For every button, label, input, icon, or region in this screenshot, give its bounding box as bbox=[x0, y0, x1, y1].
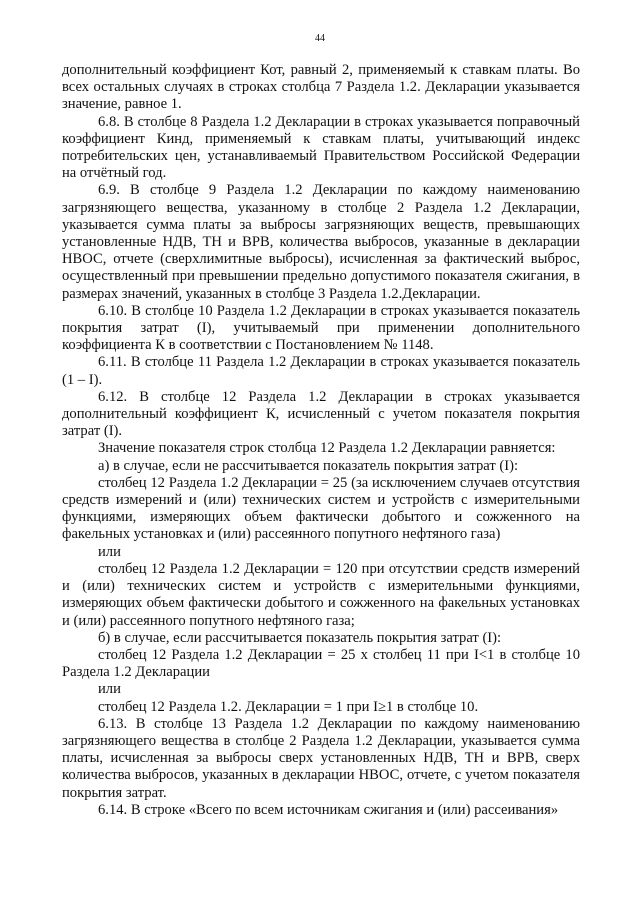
paragraph: дополнительный коэффициент Кот, равный 2, применяемый к ставкам платы. Во всех остальных случаях в строках столбца 7 Раздела 1.2. Декларации указывается значение, равное 1. bbox=[62, 62, 580, 113]
page-number: 44 bbox=[315, 33, 325, 44]
paragraph: 6.11. В столбце 11 Раздела 1.2 Декларации в строках указывается показатель (1 – I). bbox=[62, 354, 580, 388]
paragraph: столбец 12 Раздела 1.2. Декларации = 1 при I≥1 в столбце 10. bbox=[98, 698, 479, 715]
paragraph: 6.9. В столбце 9 Раздела 1.2 Декларации по каждому наименованию загрязняющего вещества, указанному в столбце 2 Раздела 1.2 Декларации, указывается сумма платы за выбросы загрязняющих веществ, превышающих установленные НДВ, ТН и ВРВ, количества выбросов, указанные в декларации НВОС, отчете (сверхлимитные выбросы), исчисленная за фактический выброс, осуществленный при превышении предельно допустимого показателя сжигания, в размерах значений, указанных в столбце 3 Раздела 1.2.Декларации. bbox=[62, 182, 580, 302]
paragraph: а) в случае, если не рассчитывается показатель покрытия затрат (I): bbox=[98, 457, 519, 474]
paragraph: 6.14. В строке «Всего по всем источникам сжигания и (или) рассеивания» bbox=[98, 801, 559, 818]
paragraph: 6.10. В столбце 10 Раздела 1.2 Декларации в строках указывается показатель покрытия затрат (I), учитываемый при применении дополнительного коэффициента К в соответствии с Постановлением № 1148. bbox=[62, 302, 580, 354]
paragraph: 6.13. В столбце 13 Раздела 1.2 Декларации по каждому наименованию загрязняющего вещества в столбце 2 Раздела 1.2 Декларации, указывается сумма платы, исчисленная за выбросы сверх установленных НДВ, ТН и ВРВ, сверх количества выбросов, указанных в декларации НВОС, отчете, с учетом показателя покрытия затрат. bbox=[62, 715, 580, 801]
paragraph: или bbox=[98, 681, 121, 698]
paragraph: столбец 12 Раздела 1.2 Декларации = 120 при отсутствии средств измерений и (или) технических систем и устройств с измерительными функциями, измеряющих объем фактически добытого и сожженного на факельных установках и (или) рассеянного попутного нефтяного газа; bbox=[62, 560, 580, 629]
paragraph: столбец 12 Раздела 1.2 Декларации = 25 (за исключением случаев отсутствия средств измерений и (или) технических систем и устройств с измерительными функциями, измеряющих объем фактически добытого и сожженного на факельных установках и (или) рассеянного попутного нефтяного газа) bbox=[62, 474, 580, 543]
paragraph: Значение показателя строк столбца 12 Раздела 1.2 Декларации равняется: bbox=[98, 440, 556, 457]
paragraph: б) в случае, если рассчитывается показатель покрытия затрат (I): bbox=[98, 629, 502, 646]
paragraph: или bbox=[98, 543, 121, 560]
paragraph: столбец 12 Раздела 1.2 Декларации = 25 х столбец 11 при I<1 в столбце 10 Раздела 1.2 Декларации bbox=[62, 646, 580, 681]
paragraph: 6.8. В столбце 8 Раздела 1.2 Декларации в строках указывается поправочный коэффициент Кинд, применяемый к ставкам платы, учитывающий индекс потребительских цен, устанавливаемый Правительством Российской Федерации на отчётный год. bbox=[62, 113, 580, 182]
paragraph: 6.12. В столбце 12 Раздела 1.2 Декларации в строках указывается дополнительный коэффициент К, исчисленный с учетом показателя покрытия затрат (I). bbox=[62, 388, 580, 440]
document-body bbox=[62, 62, 580, 819]
